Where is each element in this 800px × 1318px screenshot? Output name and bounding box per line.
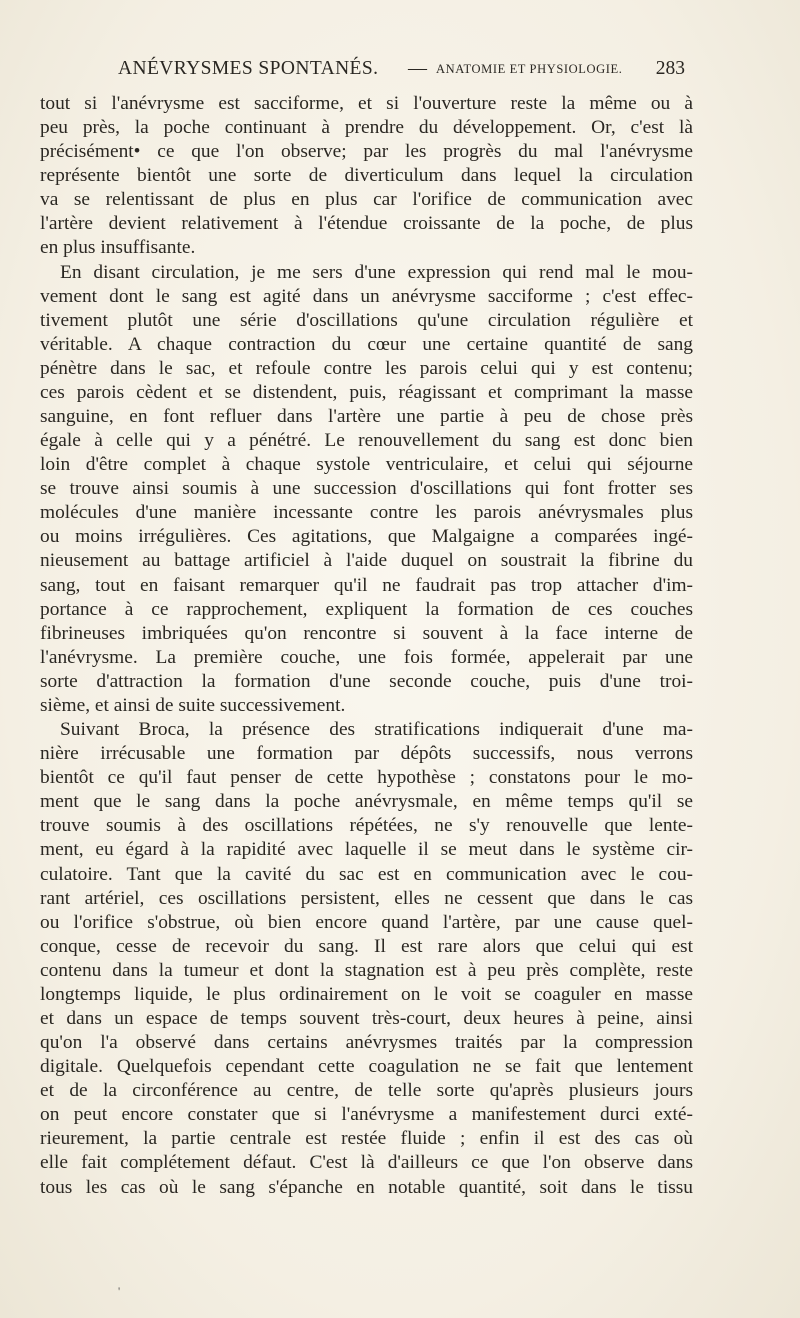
text-line: et de la circonférence au centre, de telle sorte qu'après plusieurs jours <box>40 1080 693 1102</box>
text-line: nieusement au battage artificiel à l'aide duquel on soustrait la fibrine du <box>40 550 693 572</box>
text-line: rant artériel, ces oscillations persistent, elles ne cessent que dans le cas <box>40 887 693 909</box>
text-line: loin d'être complet à chaque systole ventriculaire, et celui qui séjourne <box>40 454 693 476</box>
text-line: se trouve ainsi soumis à une succession d'oscillations qui font frotter ses <box>40 478 693 500</box>
running-head <box>40 58 685 86</box>
paragraph <box>40 718 693 1200</box>
text-line: tous les cas où le sang s'épanche en notable quantité, soit dans le tissu <box>40 1176 693 1198</box>
text-line: tout si l'anévrysme est sacciforme, et si l'ouverture reste la même ou à <box>40 93 693 114</box>
text-line: digitale. Quelquefois cependant cette coagulation ne se fait que lentement <box>40 1056 693 1078</box>
text-line: en plus insuffisante. <box>40 237 196 259</box>
text-line: véritable. A chaque contraction du cœur une certaine quantité de sang <box>40 333 693 355</box>
running-head-dash: — <box>408 58 427 79</box>
text-line: représente bientôt une sorte de diverticulum dans lequel la circulation <box>40 165 693 187</box>
page-number: 283 <box>655 58 685 79</box>
running-head-subtitle: ANATOMIE ET PHYSIOLOGIE. <box>436 62 623 76</box>
text-line: l'anévrysme. La première couche, une fois formée, appelerait par une <box>40 646 693 668</box>
text-line: Suivant Broca, la présence des stratifications indiquerait d'une ma- <box>60 719 693 741</box>
text-line: molécules d'une manière incessante contre les parois anévrysmales plus <box>40 502 693 524</box>
text-line: elle fait complétement défaut. C'est là d'ailleurs ce que l'on observe dans <box>40 1152 693 1174</box>
text-line: portance à ce rapprochement, expliquent la formation de ces couches <box>40 598 693 620</box>
text-line: l'artère devient relativement à l'étendue croissante de la poche, de plus <box>40 213 693 235</box>
text-line: rieurement, la partie centrale est restée fluide ; enfin il est des cas où <box>40 1128 693 1150</box>
text-line: longtemps liquide, le plus ordinairement on le voit se coaguler en masse <box>40 983 693 1005</box>
running-head-title: ANÉVRYSMES SPONTANÉS. <box>118 58 379 79</box>
text-line: pénètre dans le sac, et refoule contre les parois celui qui y est contenu; <box>40 357 693 379</box>
text-line: qu'on l'a observé dans certains anévrysmes traités par la compression <box>40 1032 693 1054</box>
ink-speck: ' <box>118 1284 121 1298</box>
text-line: ou moins irrégulières. Ces agitations, que Malgaigne a comparées ingé- <box>40 526 693 548</box>
text-line: bientôt ce qu'il faut penser de cette hypothèse ; constatons pour le mo- <box>40 767 693 789</box>
paragraph <box>40 261 693 718</box>
text-line: ou l'orifice s'obstrue, où bien encore quand l'artère, par une cause quel- <box>40 911 693 933</box>
text-line: et dans un espace de temps souvent très-court, deux heures à peine, ainsi <box>40 1007 693 1029</box>
text-line: fibrineuses imbriquées qu'on rencontre si souvent à la face interne de <box>40 622 693 644</box>
text-line: conque, cesse de recevoir du sang. Il est rare alors que celui qui est <box>40 935 693 957</box>
text-line: on peut encore constater que si l'anévrysme a manifestement durci exté- <box>40 1104 693 1126</box>
text-line: vement dont le sang est agité dans un anévrysme sacciforme ; c'est effec- <box>40 285 693 307</box>
text-line: nière irrécusable une formation par dépôts successifs, nous verrons <box>40 743 693 765</box>
text-line: trouve soumis à des oscillations répétées, ne s'y renouvelle que lente- <box>40 815 693 837</box>
text-line: sorte d'attraction la formation d'une seconde couche, puis d'une troi- <box>40 670 693 692</box>
text-line: égale à celle qui y a pénétré. Le renouvellement du sang est donc bien <box>40 430 693 452</box>
text-line: précisément• ce que l'on observe; par les progrès du mal l'anévrysme <box>40 141 693 163</box>
text-line: contenu dans la tumeur et dont la stagnation est à peu près complète, reste <box>40 959 693 981</box>
body-text <box>40 92 693 1200</box>
text-line: sanguine, en font refluer dans l'artère une partie à peu de chose près <box>40 406 693 428</box>
text-line: ces parois cèdent et se distendent, puis, réagissant et comprimant la masse <box>40 381 693 403</box>
text-line: ment que le sang dans la poche anévrysmale, en même temps qu'il se <box>40 791 693 813</box>
paragraph <box>40 92 693 261</box>
text-line: ment, eu égard à la rapidité avec laquelle il se meut dans le système cir- <box>40 839 693 861</box>
text-line: culatoire. Tant que la cavité du sac est en communication avec le cou- <box>40 863 693 885</box>
text-line: sang, tout en faisant remarquer qu'il ne faudrait pas trop attacher d'im- <box>40 574 693 596</box>
text-line: En disant circulation, je me sers d'une expression qui rend mal le mou- <box>60 261 693 283</box>
text-line: tivement plutôt une série d'oscillations qu'une circulation régulière et <box>40 309 693 331</box>
text-line: peu près, la poche continuant à prendre du développement. Or, c'est là <box>40 117 693 139</box>
text-line: va se relentissant de plus en plus car l'orifice de communication avec <box>40 189 693 211</box>
text-line: sième, et ainsi de suite successivement. <box>40 694 346 716</box>
